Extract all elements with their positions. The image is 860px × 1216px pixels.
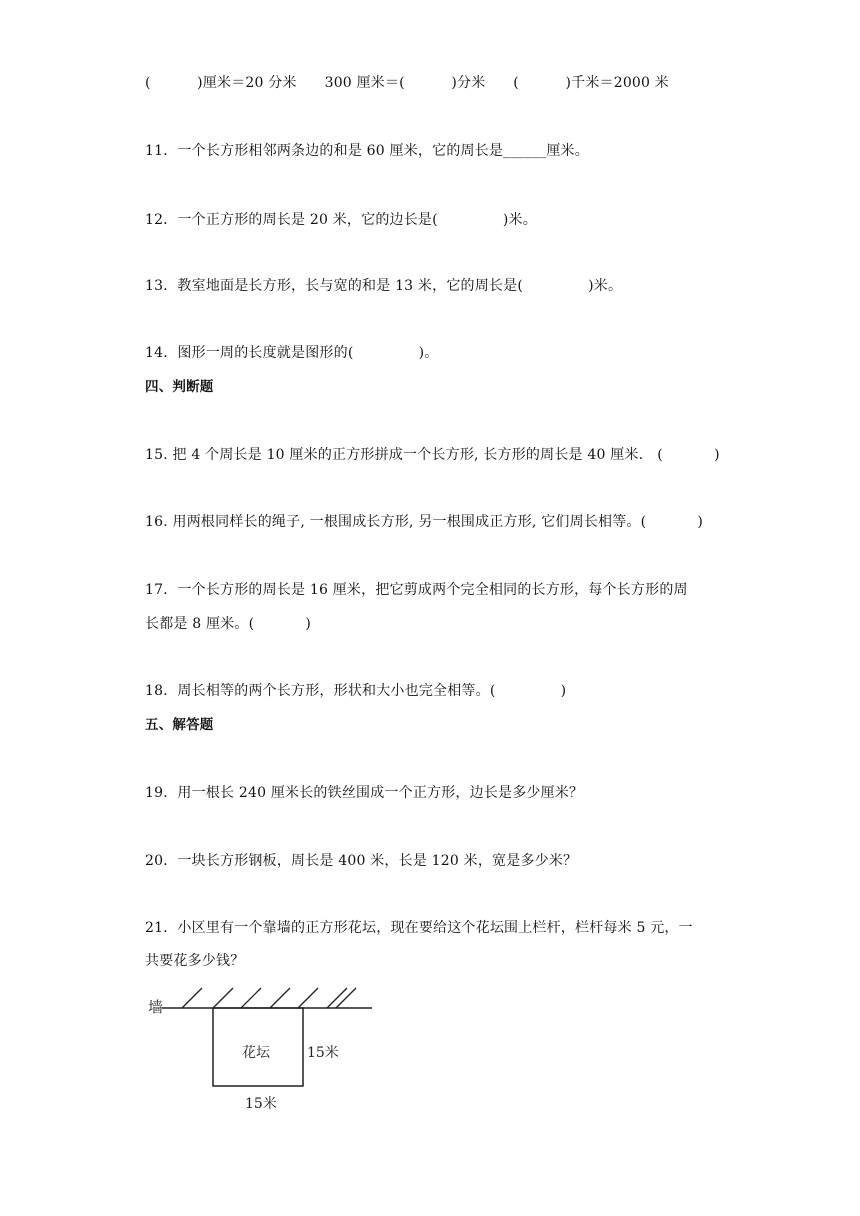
conversion-line: ( )厘米＝20 分米 300 厘米＝( )分米 ( )千米＝2000 米 — [145, 75, 669, 91]
question-13: 13．教室地面是长方形，长与宽的和是 13 米，它的周长是( )米。 — [145, 278, 623, 294]
wall-label: 墙 — [148, 998, 164, 1016]
section-heading-answers: 五、解答题 — [145, 717, 214, 733]
bottom-length-label: 15米 — [245, 1096, 277, 1112]
wall-hatching — [182, 988, 356, 1008]
flower-bed-label: 花坛 — [242, 1045, 270, 1061]
question-18: 18．周长相等的两个长方形，形状和大小也完全相等。( ) — [145, 683, 567, 699]
question-19: 19．用一根长 240 厘米长的铁丝围成一个正方形，边长是多少厘米？ — [145, 785, 584, 801]
question-14: 14．图形一周的长度就是图形的( )。 — [145, 345, 439, 361]
question-11: 11．一个长方形相邻两条边的和是 60 厘米，它的周长是______厘米。 — [145, 143, 589, 159]
question-15: 15. 把 4 个周长是 10 厘米的正方形拼成一个长方形, 长方形的周长是 40 厘米. ( ) — [145, 447, 720, 463]
question-21-line-1: 21．小区里有一个靠墙的正方形花坛，现在要给这个花坛围上栏杆，栏杆每米 5 元，一 — [145, 920, 693, 936]
section-heading-judgment: 四、判断题 — [145, 379, 214, 395]
question-17-line-1: 17．一个长方形的周长是 16 厘米，把它剪成两个完全相同的长方形，每个长方形的周 — [145, 582, 688, 598]
question-17-line-2: 长都是 8 厘米。( ) — [145, 616, 312, 632]
question-21-line-2: 共要花多少钱？ — [145, 953, 245, 969]
question-20: 20．一块长方形钢板，周长是 400 米，长是 120 米，宽是多少米？ — [145, 853, 578, 869]
question-16: 16. 用两根同样长的绳子, 一根围成长方形, 另一根围成正方形, 它们周长相等。( ) — [145, 514, 704, 530]
question-12: 12．一个正方形的周长是 20 米，它的边长是( )米。 — [145, 212, 537, 228]
flower-bed-figure — [140, 982, 380, 1117]
side-length-label: 15米 — [307, 1045, 339, 1061]
